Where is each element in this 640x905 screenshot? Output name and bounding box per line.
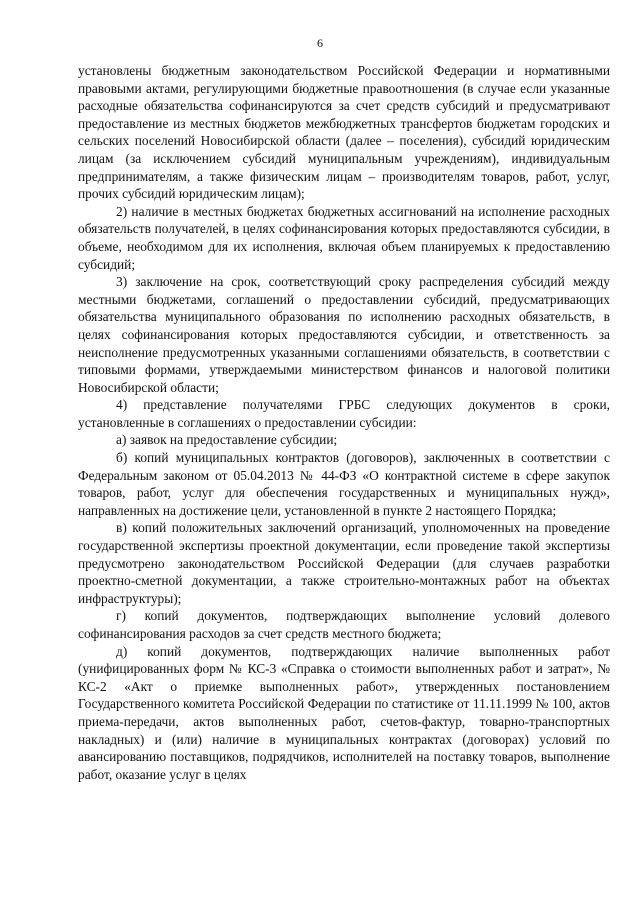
subitem-d: д) копий документов, подтверждающих наличие выполненных работ (унифицированных форм № КС-3 «Справка о стоимости выполненных работ и затрат», № КС-2 «Акт о приемке выполненных работ», утвержденных постановлением Государственного комитета Российской Федерации по статистике от 11.11.1999 № 100, актов приема-передачи, актов выполненных работ, счетов-фактур, товарно-транспортных накладных) и (или) наличие в муниципальных контрактах (договорах) условий по авансированию поставщиков, подрядчиков, исполнителей на поставку товаров, выполнение работ, оказание услуг в целях bbox=[78, 643, 610, 782]
subitem-v: в) копий положительных заключений организаций, уполномоченных на проведение государственной экспертизы проектной документации, если проведение такой экспертизы предусмотрено законодательством Российской Федерации (для случаев разработки проектно-сметной документации, а также строительно-монтажных работ на объектах инфраструктуры); bbox=[78, 520, 610, 606]
paragraph-item-4: 4) представление получателями ГРБС следующих документов в сроки, установленные в соглашениях о предоставлении субсидии: bbox=[78, 397, 610, 430]
document-body bbox=[78, 62, 610, 783]
page-number: 6 bbox=[317, 36, 323, 50]
paragraph-continuation: установлены бюджетным законодательством Российской Федерации и нормативными правовыми актами, регулирующими бюджетные правоотношения (в случае если указанные расходные обязательства софинансируются за счет средств субсидий и предусматривают предоставление из местных бюджетов межбюджетных трансфертов бюджетам городских и сельских поселений Новосибирской области (далее – поселения), субсидий юридическим лицам (за исключением субсидий муниципальным учреждениям), индивидуальным предпринимателям, а также физическим лицам – производителям товаров, работ, услуг, прочих субсидий юридическим лицам); bbox=[78, 63, 610, 202]
subitem-a: а) заявок на предоставление субсидии; bbox=[116, 432, 338, 448]
paragraph-item-2: 2) наличие в местных бюджетах бюджетных ассигнований на исполнение расходных обязательств получателей, в целях софинансирования которых предоставляются субсидии, в объеме, необходимом для их исполнения, включая объем планируемых к предоставлению субсидий; bbox=[78, 203, 610, 272]
subitem-b: б) копий муниципальных контрактов (договоров), заключенных в соответствии с Федеральным законом от 05.04.2013 № 44-ФЗ «О контрактной системе в сфере закупок товаров, работ, услуг для обеспечения государственных и муниципальных нужд», направленных на достижение цели, установленной в пункте 2 настоящего Порядка; bbox=[78, 450, 610, 518]
subitem-g: г) копий документов, подтверждающих выполнение условий долевого софинансирования расходов за счет средств местного бюджета; bbox=[78, 608, 610, 641]
paragraph-item-3: 3) заключение на срок, соответствующий сроку распределения субсидий между местными бюджетами, соглашений о предоставлении субсидий, предусматривающих обязательства муниципального образования по исполнению расходных обязательств, в целях софинансирования которых предоставляются субсидии, и ответственность за неисполнение предусмотренных указанными соглашениями обязательств, в соответствии с типовыми формами, утверждаемыми министерством финансов и налоговой политики Новосибирской области; bbox=[78, 274, 610, 395]
